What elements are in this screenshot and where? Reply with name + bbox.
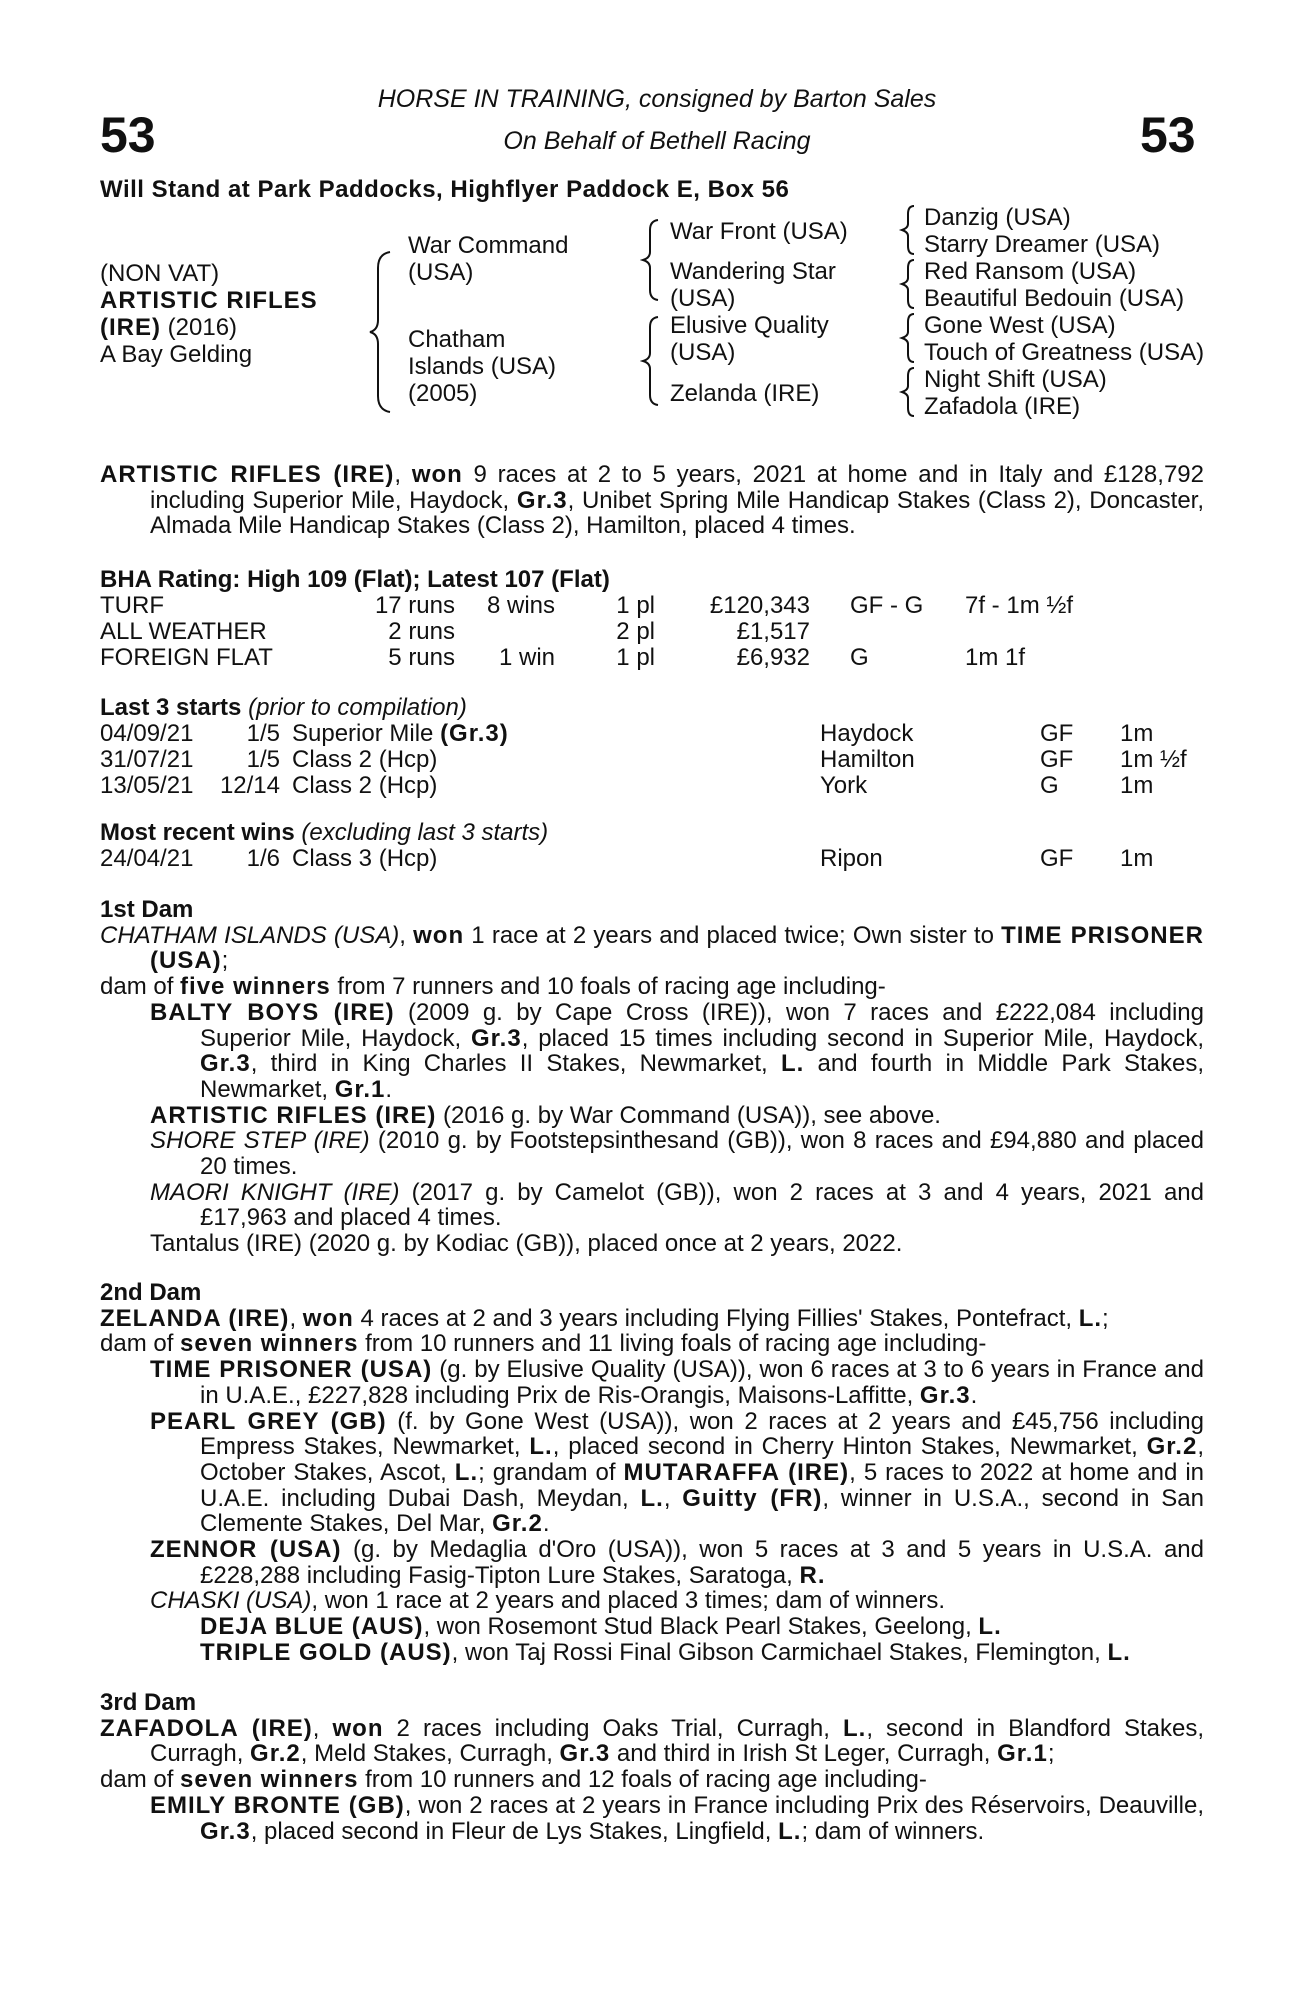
pedigree-g3-7: Night Shift (USA) bbox=[924, 366, 1107, 393]
third-dam-title: 3rd Dam bbox=[100, 1689, 197, 1716]
pedigree-g3-1: Danzig (USA) bbox=[924, 204, 1071, 231]
ratings-title: BHA Rating: High 109 (Flat); Latest 107 (Flat) bbox=[100, 566, 610, 593]
pedigree-g3-2: Starry Dreamer (USA) bbox=[924, 231, 1161, 258]
pedigree-brace-main bbox=[368, 250, 408, 415]
recent-wins-section: Most recent wins (excluding last 3 starts) 24/04/21 1/6 Class 3 (Hcp) Ripon GF 1m bbox=[100, 819, 1154, 872]
table-row: ALL WEATHER 2 runs 2 pl £1,517 bbox=[100, 617, 810, 645]
race-summary: ARTISTIC RIFLES (IRE), won 9 races at 2 to 5 years, 2021 at home and in Italy and £128,792 including Superior Mile, Haydock, Gr.3, Unibet Spring Mile Handicap Stakes (Class 2), Doncaster, Almada Mile Handicap Stakes (Class 2), Hamilton, placed 4 times. bbox=[100, 461, 1205, 540]
pedigree-brace-dam bbox=[640, 315, 670, 407]
stand-location: Will Stand at Park Paddocks, Highflyer Paddock E, Box 56 bbox=[100, 176, 790, 203]
horse-description: A Bay Gelding bbox=[100, 341, 253, 368]
recent-wins-table bbox=[100, 846, 1153, 872]
vat-status: (NON VAT) bbox=[100, 260, 220, 287]
pedigree-g3-6: Touch of Greatness (USA) bbox=[924, 339, 1205, 366]
pedigree-sire-dam: Wandering Star (USA) bbox=[670, 258, 836, 312]
first-dam-section: 1st Dam CHATHAM ISLANDS (USA), won 1 race at 2 years and placed twice; Own sister to TIME PRISONER (USA); dam of five winners from 7 runners and 10 foals of racing age including- BALTY BOYS (IRE) (2009 g. by Cape Cross (IRE)), won 7 races and £222,084 including Superior Mile, Haydock, Gr.3, placed 15 times including second in Superior Mile, Haydock, Gr.3, third in King Charles II Stakes, Newmarket, L. and fourth in Middle Park Stakes, Newmarket, Gr.1. ARTISTIC RIFLES (IRE) (2016 g. by War Command (USA)), see above. SHORE STEP (IRE) (2010 g. by Footstepsinthesand (GB)), won 8 races and £94,880 and placed 20 times. MAORI KNIGHT (IRE) (2017 g. by Camelot (GB)), won 2 races at 3 and 4 years, 2021 and £17,963 and placed 4 times. Tantalus (IRE) (2020 g. by Kodiac (GB)), placed once at 2 years, 2022. bbox=[100, 896, 1205, 1258]
pedigree-g3-8: Zafadola (IRE) bbox=[924, 393, 1081, 420]
vendor-line: On Behalf of Bethell Racing bbox=[503, 127, 811, 155]
pedigree-brace-sire bbox=[640, 218, 670, 302]
pedigree-sire-sire: War Front (USA) bbox=[670, 218, 848, 245]
ratings-table bbox=[100, 593, 1073, 671]
table-row: FOREIGN FLAT 5 runs 1 win 1 pl £6,932 G 1m 1f bbox=[100, 643, 1026, 671]
table-row: 24/04/21 1/6 Class 3 (Hcp) Ripon GF 1m bbox=[100, 844, 1154, 872]
table-row: 13/05/21 12/14 Class 2 (Hcp) York G 1m bbox=[100, 771, 1154, 799]
pedigree-g3-4: Beautiful Bedouin (USA) bbox=[924, 285, 1185, 312]
table-row: 04/09/21 1/5 Superior Mile (Gr.3) Haydock GF 1m bbox=[100, 719, 1154, 747]
table-row: TURF 17 runs 8 wins 1 pl £120,343 GF - G 7f - 1m ½f bbox=[100, 591, 1074, 619]
third-dam-section: 3rd Dam ZAFADOLA (IRE), won 2 races including Oaks Trial, Curragh, L., second in Blandford Stakes, Curragh, Gr.2, Meld Stakes, Curragh, Gr.3 and third in Irish St Leger, Curragh, Gr.1; dam of seven winners from 10 runners and 12 foals of racing age including- EMILY BRONTE (GB), won 2 races at 2 years in France including Prix des Réservoirs, Deauville, Gr.3, placed second in Fleur de Lys Stakes, Lingfield, L.; dam of winners. bbox=[100, 1689, 1204, 1845]
ratings-section bbox=[100, 567, 1204, 671]
pedigree-dam-dam: Zelanda (IRE) bbox=[670, 380, 820, 407]
second-dam-section: 2nd Dam ZELANDA (IRE), won 4 races at 2 and 3 years including Flying Fillies' Stakes, Pontefract, L.; dam of seven winners from 10 runners and 11 living foals of racing age including- TIME PRISONER (USA) (g. by Elusive Quality (USA)), won 6 races at 3 to 6 years in France and in U.A.E., £227,828 including Prix de Ris-Orangis, Maisons-Laffitte, Gr.3. PEARL GREY (GB) (f. by Gone West (USA)), won 2 races at 2 years and £45,756 including Empress Stakes, Newmarket, L., placed second in Cherry Hinton Stakes, Newmarket, Gr.2, October Stakes, Ascot, L.; grandam of MUTARAFFA (IRE), 5 races to 2022 at home and in U.A.E. including Dubai Dash, Meydan, L., Guitty (FR), winner in U.S.A., second in San Clemente Stakes, Del Mar, Gr.2. ZENNOR (USA) (g. by Medaglia d'Oro (USA)), won 5 races at 3 and 5 years in U.S.A. and £228,288 including Fasig-Tipton Lure Stakes, Saratoga, R. CHASKI (USA), won 1 race at 2 years and placed 3 times; dam of winners. DEJA BLUE (AUS), won Rosemont Stud Black Pearl Stakes, Geelong, L. TRIPLE GOLD (AUS), won Taj Rossi Final Gibson Carmichael Stakes, Flemington, L. bbox=[100, 1279, 1205, 1666]
pedigree-sire: War Command (USA) bbox=[408, 232, 569, 286]
pedigree-dam-sire: Elusive Quality (USA) bbox=[670, 312, 829, 366]
second-dam-title: 2nd Dam bbox=[100, 1279, 202, 1306]
table-row: 31/07/21 1/5 Class 2 (Hcp) Hamilton GF 1m ½f bbox=[100, 745, 1187, 773]
pedigree-braces-g3 bbox=[898, 204, 922, 420]
lot-number-right: 53 bbox=[1140, 107, 1196, 163]
last-starts-section: Last 3 starts (prior to compilation) 04/09/21 1/5 Superior Mile (Gr.3) Haydock GF 1m 31/07/21 1/5 Class 2 (Hcp) Hamilton GF 1m ½f 13/05/21 12/14 Class 2 (Hcp) York G 1m bbox=[100, 694, 1187, 799]
last-starts-table bbox=[100, 721, 1187, 799]
horse-name: ARTISTIC RIFLES bbox=[100, 287, 318, 314]
pedigree-dam: Chatham Islands (USA) (2005) bbox=[408, 326, 557, 407]
first-dam-title: 1st Dam bbox=[100, 896, 194, 923]
lot-number-left: 53 bbox=[100, 107, 156, 163]
horse-country-year: (IRE) (2016) bbox=[100, 314, 238, 341]
pedigree-g3-3: Red Ransom (USA) bbox=[924, 258, 1137, 285]
pedigree-g3-5: Gone West (USA) bbox=[924, 312, 1116, 339]
consignor-line: HORSE IN TRAINING, consigned by Barton Sales bbox=[377, 85, 937, 113]
